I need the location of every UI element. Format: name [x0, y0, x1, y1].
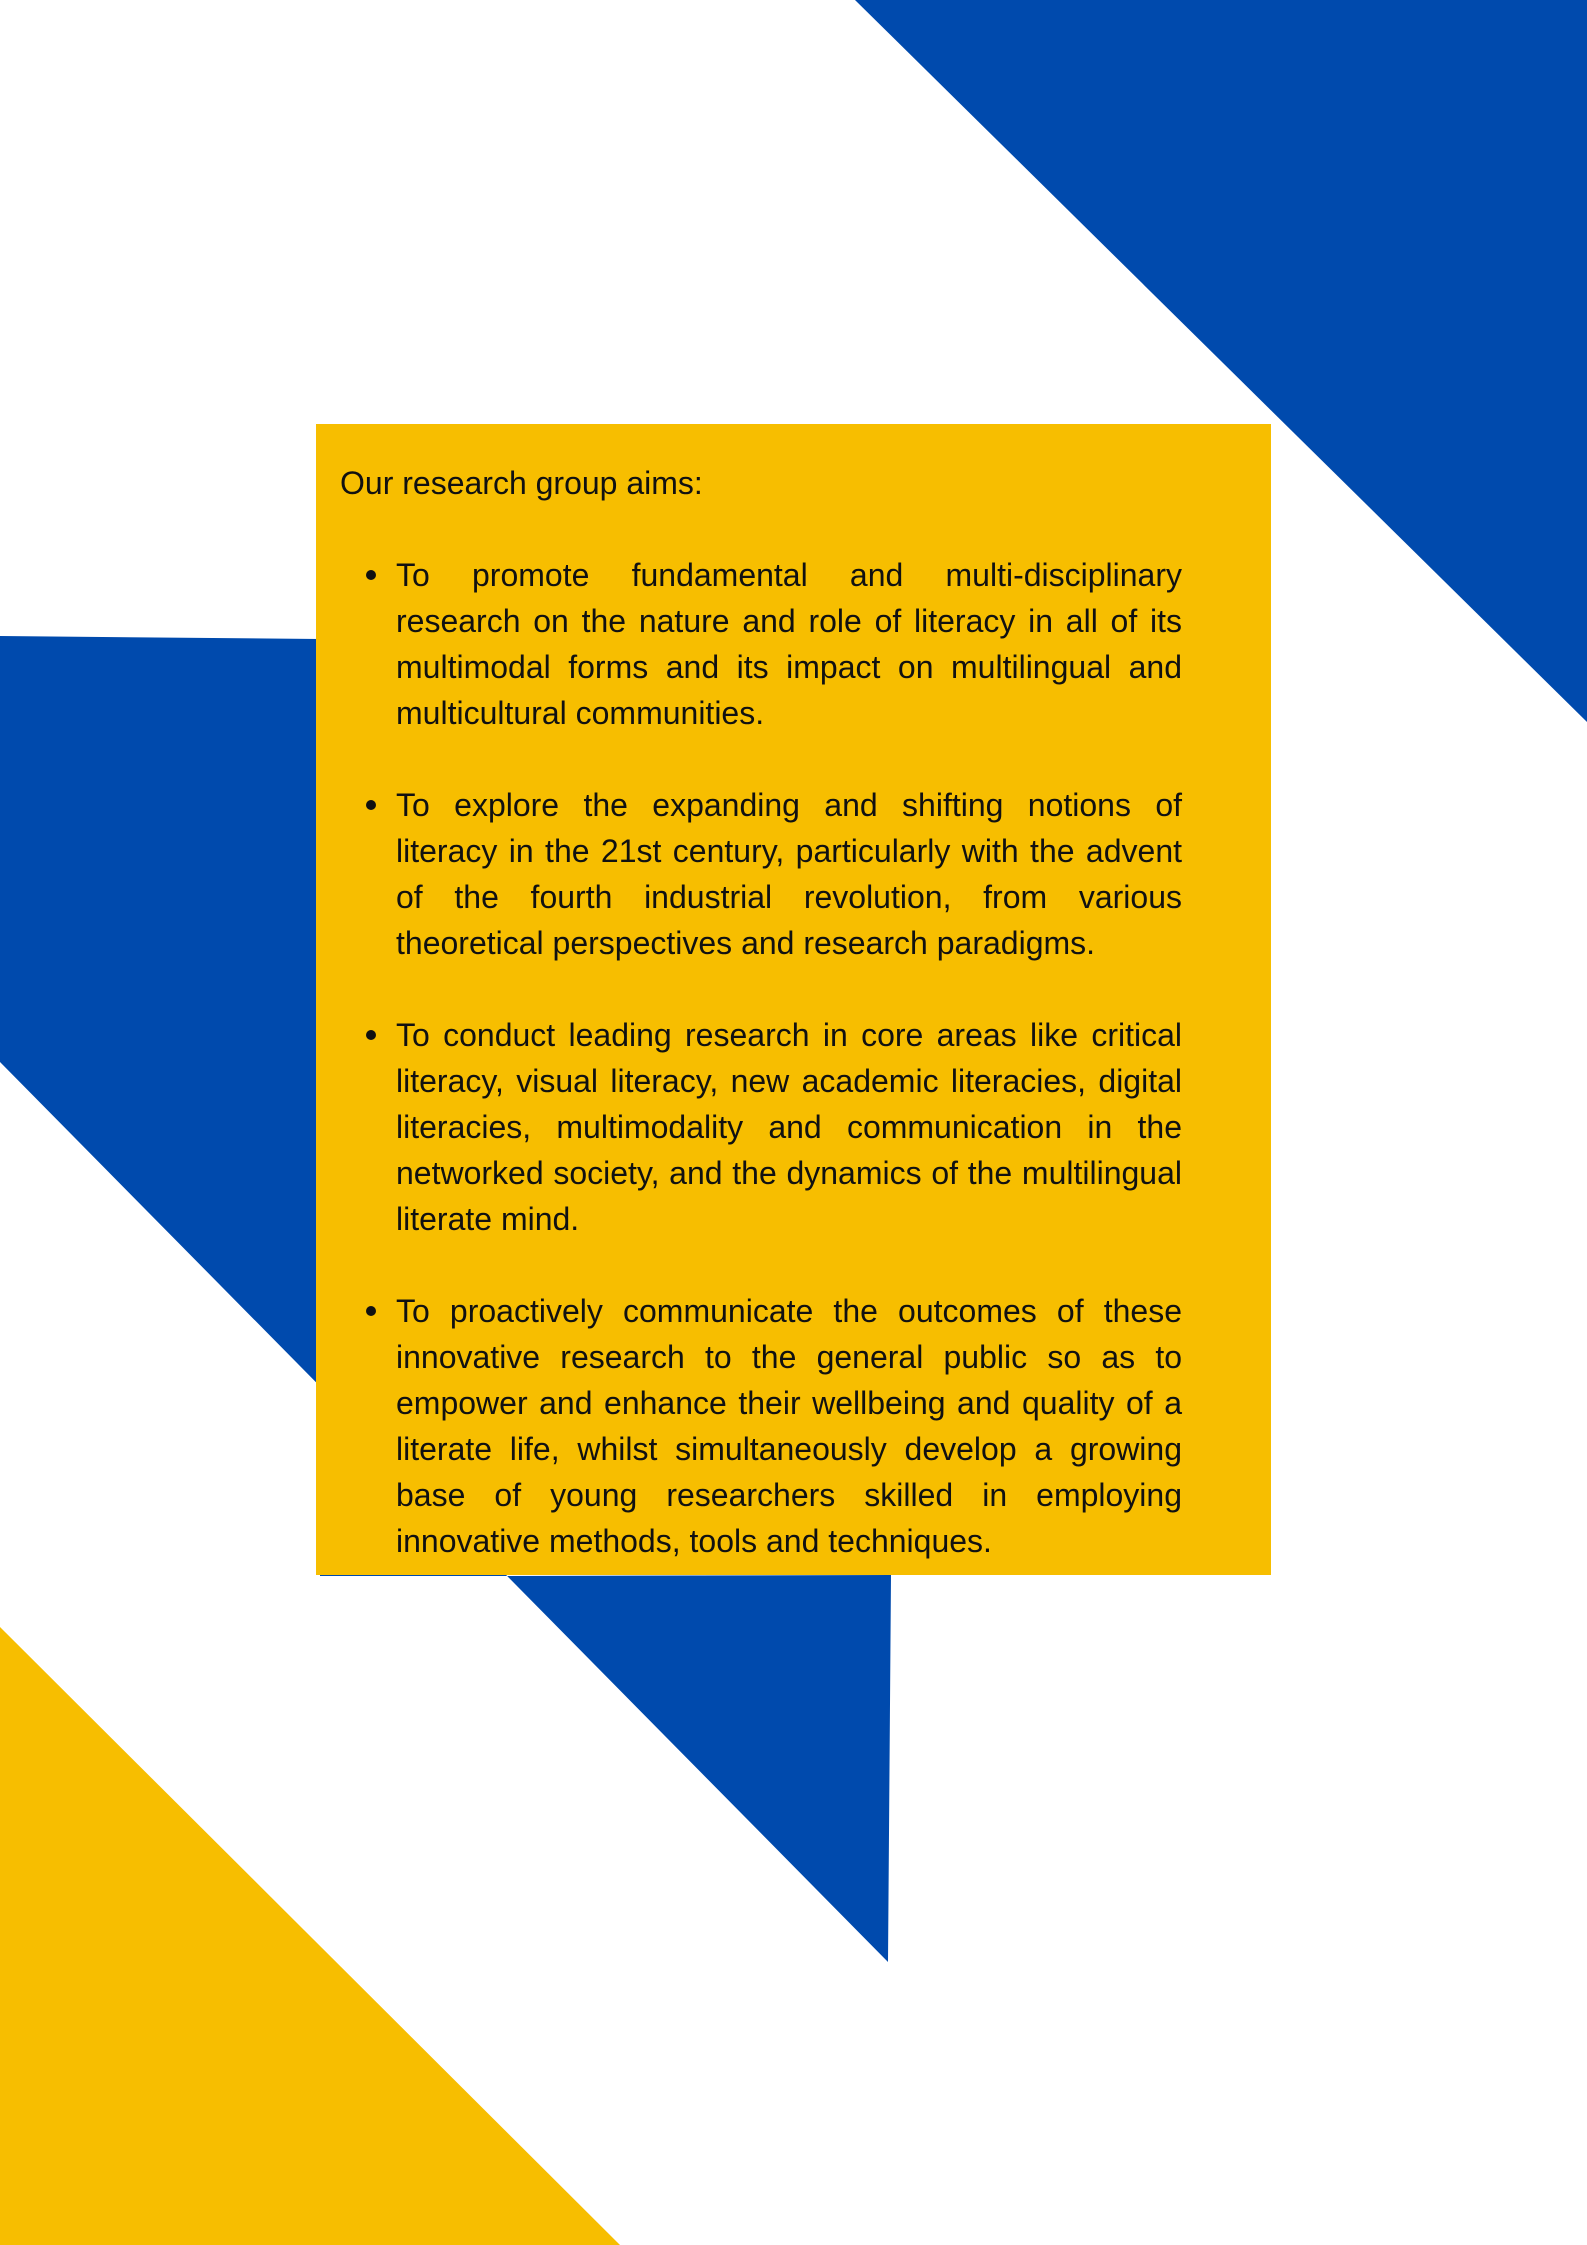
aims-intro-text: Our research group aims: — [340, 465, 703, 501]
bottom-left-yellow-triangle — [0, 1627, 620, 2245]
research-aims-card — [316, 424, 1271, 1575]
aim-item-literacy-research — [396, 552, 1182, 736]
aim-text: To promote fundamental and multi-disciplinary research on the nature and role of literacy in all of its multimodal forms and its impact on multilingual and multicultural communities. — [396, 557, 1182, 731]
bullet-icon — [366, 570, 376, 580]
aim-text: To proactively communicate the outcomes of these innovative research to the general public so as to empower and enhance their wellbeing and quality of a literate life, whilst simultaneously develop a growing base of young researchers skilled in employing innovative methods, tools and techniques. — [396, 1293, 1182, 1559]
bullet-icon — [366, 1030, 376, 1040]
bullet-icon — [366, 800, 376, 810]
bullet-icon — [366, 1306, 376, 1316]
aim-item-core-areas — [396, 1012, 1182, 1242]
aims-list — [340, 552, 1182, 1564]
aim-item-communicate-outcomes — [396, 1288, 1182, 1564]
aim-text: To conduct leading research in core areas like critical literacy, visual literacy, new academic literacies, digital literacies, multimodality and communication in the networked society, and the dynamics of the multilingual literate mind. — [396, 1017, 1182, 1237]
aim-item-explore-notions — [396, 782, 1182, 966]
aim-text: To explore the expanding and shifting notions of literacy in the 21st century, particularly with the advent of the fourth industrial revolution, from various theoretical perspectives and research paradigms. — [396, 787, 1182, 961]
